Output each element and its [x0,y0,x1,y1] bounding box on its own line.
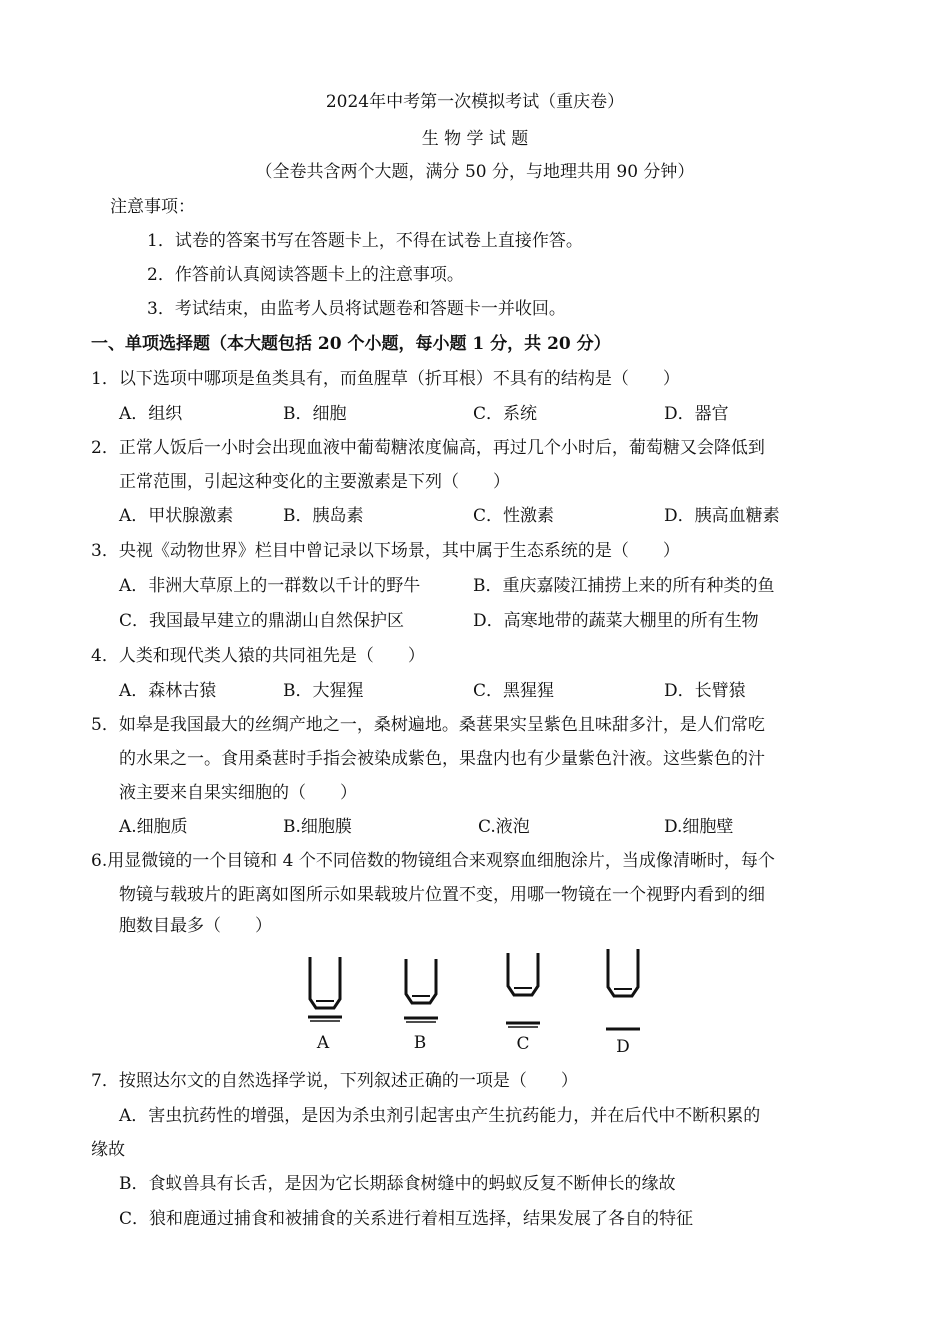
option-a: A．甲状腺激素 [119,506,234,526]
option-d: D．长臂猿 [664,681,746,701]
question-stem: 4．人类和现代类人猿的共同祖先是（ ） [91,646,425,666]
option-d: D．器官 [664,404,729,424]
section-heading: 一、单项选择题（本大题包括 20 个小题，每小题 1 分，共 20 分） [91,334,611,354]
objective-lens-c [506,953,540,1027]
question-stem: 的水果之一。食用桑葚时手指会被染成紫色，果盘内也有少量紫色汁液。这些紫色的汁 [119,749,765,769]
option-c: C．黑猩猩 [473,681,555,701]
question-stem: 3．央视《动物世界》栏目中曾记录以下场景，其中属于生态系统的是（ ） [91,541,680,561]
subject-title: 生 物 学 试 题 [421,129,529,149]
option-d: D．胰高血糖素 [664,506,780,526]
option-a-continued: 缘故 [91,1140,125,1160]
exam-title: 2024年中考第一次模拟考试（重庆卷） [325,92,625,112]
question-stem: 6.用显微镜的一个目镜和 4 个不同倍数的物镜组合来观察血细胞涂片，当成像清晰时，每个 [91,851,775,871]
question-stem: 1．以下选项中哪项是鱼类具有，而鱼腥草（折耳根）不具有的结构是（ ） [91,369,680,389]
option-a: A．非洲大草原上的一群数以千计的野牛 [119,576,421,596]
objective-lens-figure [290,945,650,1055]
option-c: C．性激素 [473,506,555,526]
question-stem: 5．如皋是我国最大的丝绸产地之一，桑树遍地。桑葚果实呈紫色且味甜多汁，是人们常吃 [91,715,765,735]
notice-item: 2．作答前认真阅读答题卡上的注意事项。 [147,265,464,285]
question-stem: 液主要来自果实细胞的（ ） [119,783,357,803]
option-b: B．细胞 [283,404,347,424]
question-stem: 物镜与载玻片的距离如图所示如果载玻片位置不变，用哪一物镜在一个视野内看到的细 [119,885,765,905]
figure-label-d: D [616,1037,630,1055]
notice-item: 1．试卷的答案书写在答题卡上，不得在试卷上直接作答。 [147,231,583,251]
option-b: B．胰岛素 [283,506,364,526]
notice-item: 3．考试结束，由监考人员将试题卷和答题卡一并收回。 [147,299,566,319]
option-a: A．组织 [119,404,183,424]
objective-lens-b [404,959,438,1022]
objective-lens-d [606,949,640,1029]
option-d: D．高寒地带的蔬菜大棚里的所有生物 [473,611,759,631]
exam-note: （全卷共含两个大题，满分 50 分，与地理共用 90 分钟） [255,162,695,182]
figure-label-a: A [316,1033,330,1053]
option-b: B．重庆嘉陵江捕捞上来的所有种类的鱼 [473,576,775,596]
option-c: C．狼和鹿通过捕食和被捕食的关系进行着相互选择，结果发展了各自的特征 [119,1209,694,1229]
option-a: A．森林古猿 [119,681,217,701]
figure-label-b: B [413,1033,427,1053]
question-stem: 2．正常人饭后一小时会出现血液中葡萄糖浓度偏高，再过几个小时后，葡萄糖又会降低到 [91,438,765,458]
question-stem: 7．按照达尔文的自然选择学说，下列叙述正确的一项是（ ） [91,1071,578,1091]
option-c: C．系统 [473,404,538,424]
notice-heading: 注意事项： [110,197,195,217]
objective-lens-a [308,957,342,1021]
option-a: A．害虫抗药性的增强，是因为杀虫剂引起害虫产生抗药能力，并在后代中不断积累的 [119,1106,761,1126]
option-a: A.细胞质 [119,817,188,837]
option-b: B．食蚁兽具有长舌，是因为它长期舔食树缝中的蚂蚁反复不断伸长的缘故 [119,1174,676,1194]
question-stem: 正常范围，引起这种变化的主要激素是下列（ ） [119,472,510,492]
option-b: B.细胞膜 [283,817,352,837]
option-d: D.细胞壁 [664,817,734,837]
option-c: C．我国最早建立的鼎湖山自然保护区 [119,611,405,631]
question-stem: 胞数目最多（ ） [119,916,272,936]
option-b: B．大猩猩 [283,681,364,701]
option-c: C.液泡 [478,817,530,837]
figure-label-c: C [516,1034,530,1054]
